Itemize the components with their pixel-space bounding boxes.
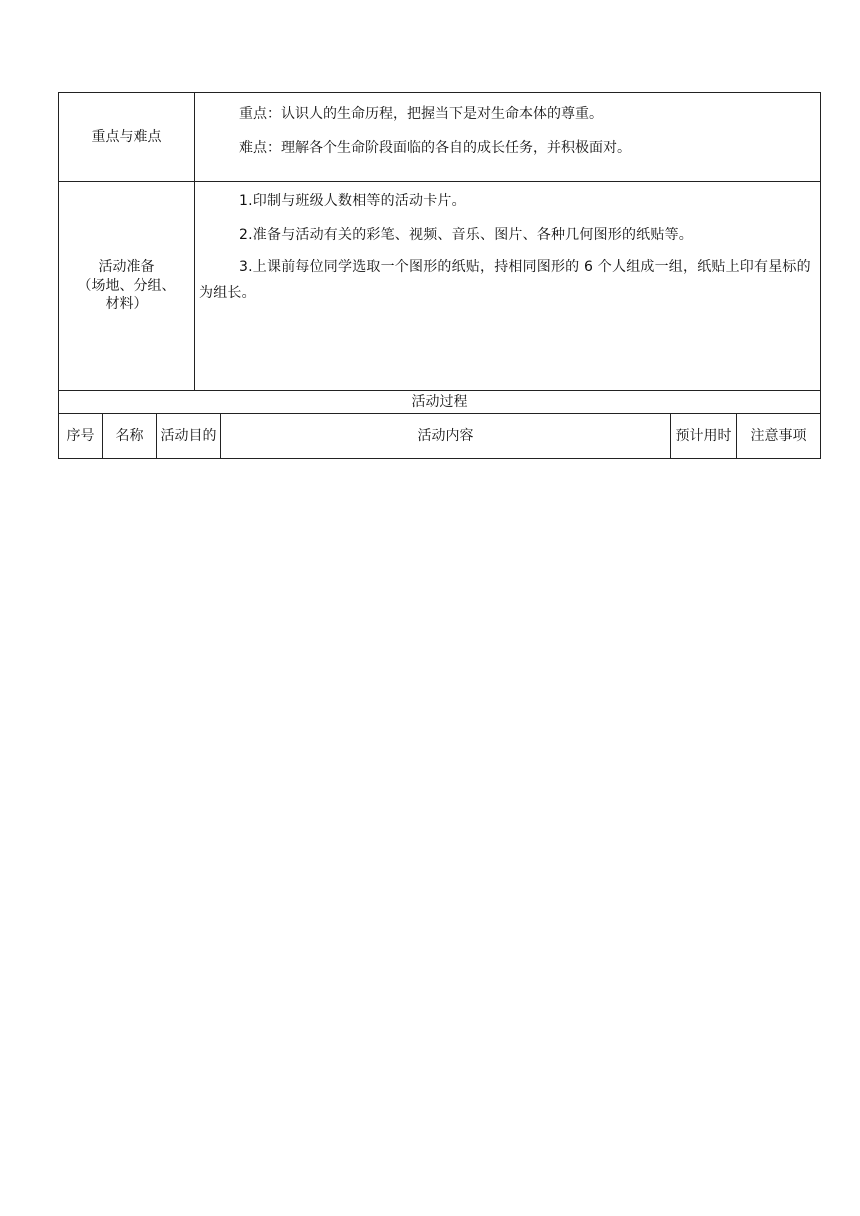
preparation-label [59,182,195,391]
prep-item-1: 1.印制与班级人数相等的活动卡片。 [239,193,466,209]
header-notes: 注意事项 [737,414,821,459]
difficult-point-text: 难点：理解各个生命阶段面临的各自的成长任务，并积极面对。 [239,139,632,156]
header-goal: 活动目的 [157,414,221,459]
header-name: 名称 [103,414,157,459]
preparation-row [59,182,821,391]
process-title: 活动过程 [59,391,821,414]
preparation-label-line2: （场地、分组、 [77,277,176,294]
key-points-content [195,93,821,182]
key-point-text: 重点：认识人的生命历程，把握当下是对生命本体的尊重。 [239,106,604,122]
key-points-row [59,93,821,182]
prep-item-3: 3.上课前每位同学选取一个图形的纸贴，持相同图形的 6 个人组成一组，纸贴上印有星标的为组长。 [199,258,811,302]
process-header-row [59,414,821,459]
preparation-content [195,182,821,391]
preparation-label-line1: 活动准备 [98,258,155,275]
process-title-row [59,391,821,414]
lesson-plan-document [58,92,820,459]
prep-item-2: 2.准备与活动有关的彩笔、视频、音乐、图片、各种几何图形的纸贴等。 [239,226,693,243]
lesson-plan-table [58,92,821,459]
key-points-label: 重点与难点 [59,93,195,182]
header-seq: 序号 [59,414,103,459]
preparation-label-line3: 材料） [105,296,148,313]
header-time: 预计用时 [671,414,737,459]
header-content: 活动内容 [221,414,671,459]
